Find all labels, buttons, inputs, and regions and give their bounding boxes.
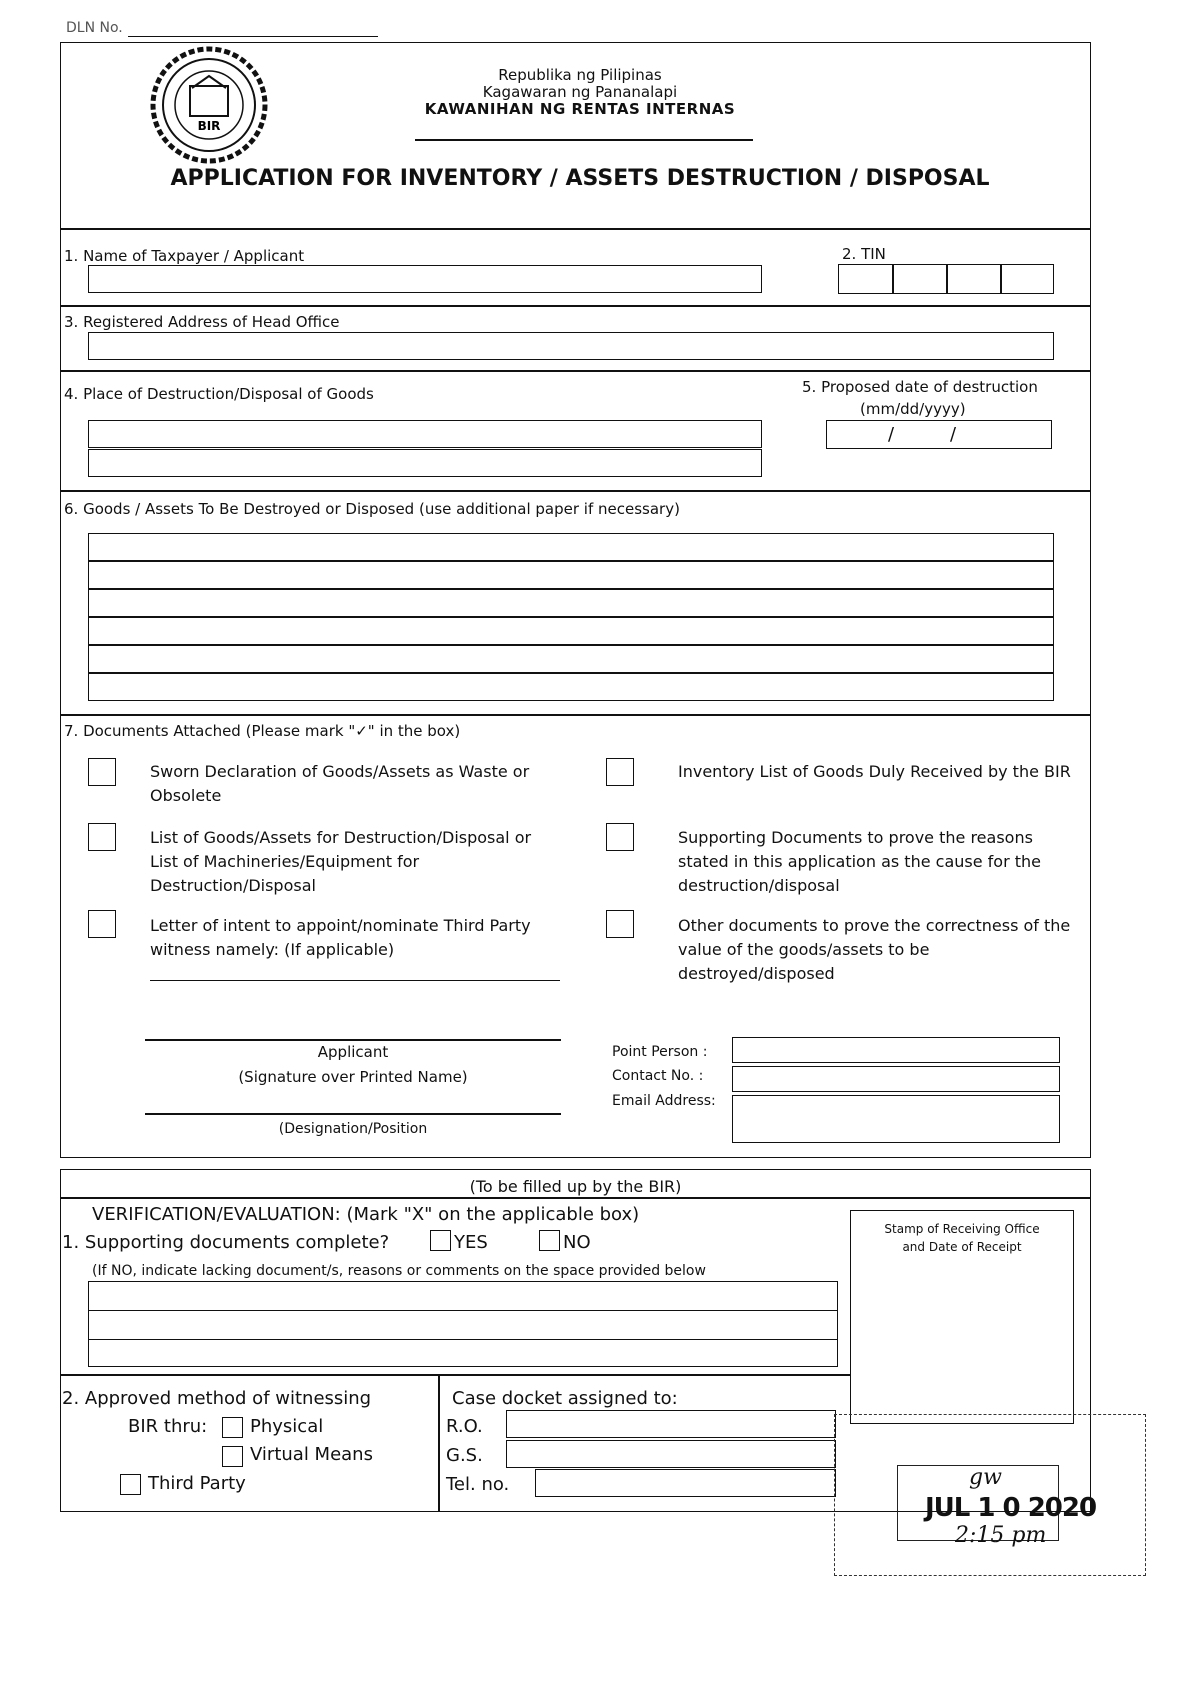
- section-divider: [60, 228, 1091, 230]
- stamp-date: JUL 1 0 2020: [925, 1493, 1097, 1523]
- stamp-initials: gw: [969, 1465, 1002, 1490]
- q2-label: 2. Approved method of witnessing: [62, 1388, 372, 1409]
- bir-thru-label: BIR thru:: [128, 1416, 208, 1437]
- bir-section-header: (To be filled up by the BIR): [469, 1177, 682, 1196]
- header-bureau: KAWANIHAN NG RENTAS INTERNAS: [424, 100, 736, 118]
- designation-line[interactable]: [145, 1113, 561, 1115]
- doc-label-inventory-list: Inventory List of Goods Duly Received by the BIR: [678, 762, 1071, 781]
- field-5-label: 5. Proposed date of destruction: [802, 378, 1038, 396]
- tel-label: Tel. no.: [446, 1474, 510, 1495]
- goods-input-row[interactable]: [88, 561, 1054, 589]
- physical-checkbox[interactable]: [222, 1417, 243, 1438]
- goods-input-row[interactable]: [88, 589, 1054, 617]
- doc-checkbox-goods-list[interactable]: [88, 823, 116, 851]
- applicant-signature-line[interactable]: [145, 1039, 561, 1041]
- q1-note: (If NO, indicate lacking document/s, reasons or comments on the space provided below: [92, 1263, 706, 1279]
- header-republic: Republika ng Pilipinas: [498, 66, 662, 84]
- virtual-label: Virtual Means: [250, 1444, 373, 1465]
- place-input-line-2[interactable]: [88, 449, 762, 477]
- address-input[interactable]: [88, 332, 1054, 360]
- doc-checkbox-sworn-declaration[interactable]: [88, 758, 116, 786]
- field-2-label: 2. TIN: [842, 245, 886, 263]
- destruction-date-input[interactable]: [826, 420, 1052, 449]
- field-1-label: 1. Name of Taxpayer / Applicant: [64, 247, 305, 265]
- taxpayer-name-input[interactable]: [88, 265, 762, 293]
- designation-label: (Designation/Position: [278, 1121, 428, 1137]
- stamp-time: 2:15 pm: [955, 1523, 1047, 1548]
- physical-label: Physical: [250, 1416, 324, 1437]
- field-4-label: 4. Place of Destruction/Disposal of Goods: [64, 385, 374, 403]
- dln-underline: [128, 36, 378, 37]
- goods-input-row[interactable]: [88, 617, 1054, 645]
- tel-input[interactable]: [535, 1469, 836, 1497]
- third-party-name-line[interactable]: [150, 980, 560, 981]
- field-7-label: 7. Documents Attached (Please mark "✓" in the box): [64, 722, 461, 740]
- doc-checkbox-other-documents[interactable]: [606, 910, 634, 938]
- bir-subsection-rule: [60, 1374, 850, 1376]
- point-person-label: Point Person :: [612, 1044, 708, 1060]
- lacking-docs-row[interactable]: [88, 1339, 838, 1367]
- page-title: APPLICATION FOR INVENTORY / ASSETS DESTRUCTION / DISPOSAL: [170, 166, 990, 191]
- doc-label-letter-of-intent: Letter of intent to appoint/nominate Third Party witness namely: (If applicable): [150, 916, 531, 959]
- q1-label: 1. Supporting documents complete?: [62, 1232, 390, 1253]
- tin-separator: [946, 264, 948, 294]
- yes-checkbox[interactable]: [430, 1230, 451, 1251]
- no-checkbox[interactable]: [539, 1230, 560, 1251]
- ro-label: R.O.: [446, 1416, 483, 1437]
- goods-input-row[interactable]: [88, 645, 1054, 673]
- tin-separator: [892, 264, 894, 294]
- yes-label: YES: [454, 1232, 488, 1253]
- tin-separator: [1000, 264, 1002, 294]
- no-label: NO: [563, 1232, 591, 1253]
- stamp-label: and Date of Receipt: [902, 1240, 1022, 1254]
- doc-checkbox-inventory-list[interactable]: [606, 758, 634, 786]
- section-divider: [60, 370, 1091, 372]
- header-rule: [415, 139, 753, 141]
- bir-column-rule: [438, 1374, 440, 1512]
- contact-no-label: Contact No. :: [612, 1068, 704, 1084]
- doc-checkbox-letter-of-intent[interactable]: [88, 910, 116, 938]
- date-slash: /: [888, 424, 895, 445]
- field-3-label: 3. Registered Address of Head Office: [64, 313, 340, 331]
- stamp-label: Stamp of Receiving Office: [884, 1222, 1040, 1236]
- verification-heading: VERIFICATION/EVALUATION: (Mark "X" on the applicable box): [92, 1204, 640, 1225]
- gs-input[interactable]: [506, 1440, 836, 1468]
- doc-label-supporting-documents: Supporting Documents to prove the reasons stated in this application as the cause for the destruction/disposal: [678, 828, 1041, 895]
- section-divider: [60, 305, 1091, 307]
- goods-input-row[interactable]: [88, 673, 1054, 701]
- point-person-input[interactable]: [732, 1037, 1060, 1063]
- lacking-docs-row[interactable]: [88, 1310, 838, 1340]
- field-5-format: (mm/dd/yyyy): [860, 400, 966, 418]
- contact-no-input[interactable]: [732, 1066, 1060, 1092]
- virtual-checkbox[interactable]: [222, 1446, 243, 1467]
- section-divider: [60, 490, 1091, 492]
- case-docket-label: Case docket assigned to:: [452, 1388, 678, 1409]
- header-department: Kagawaran ng Pananalapi: [482, 83, 678, 101]
- ro-input[interactable]: [506, 1410, 836, 1438]
- doc-label-sworn-declaration: Sworn Declaration of Goods/Assets as Waste or Obsolete: [150, 762, 530, 805]
- section-divider: [60, 714, 1091, 716]
- received-stamp: [834, 1414, 1146, 1576]
- place-input-line-1[interactable]: [88, 420, 762, 448]
- third-party-checkbox[interactable]: [120, 1474, 141, 1495]
- lacking-docs-row[interactable]: [88, 1281, 838, 1311]
- dln-label: DLN No.: [66, 20, 123, 36]
- third-party-label: Third Party: [148, 1473, 246, 1494]
- goods-input-row[interactable]: [88, 533, 1054, 561]
- bir-header-rule: [60, 1197, 1091, 1199]
- doc-label-goods-list: List of Goods/Assets for Destruction/Disposal or List of Machineries/Equipment for Destruction/Disposal: [150, 828, 532, 895]
- email-label: Email Address:: [612, 1093, 716, 1109]
- signature-note: (Signature over Printed Name): [238, 1068, 468, 1086]
- doc-checkbox-supporting-documents[interactable]: [606, 823, 634, 851]
- applicant-label: Applicant: [317, 1043, 389, 1061]
- field-6-label: 6. Goods / Assets To Be Destroyed or Disposed (use additional paper if necessary): [64, 500, 680, 518]
- email-input[interactable]: [732, 1095, 1060, 1143]
- doc-label-other-documents: Other documents to prove the correctness of the value of the goods/assets to be destroyed/disposed: [678, 916, 1071, 983]
- date-slash: /: [950, 424, 957, 445]
- gs-label: G.S.: [446, 1445, 483, 1466]
- seal-lettering: BIR: [197, 119, 221, 133]
